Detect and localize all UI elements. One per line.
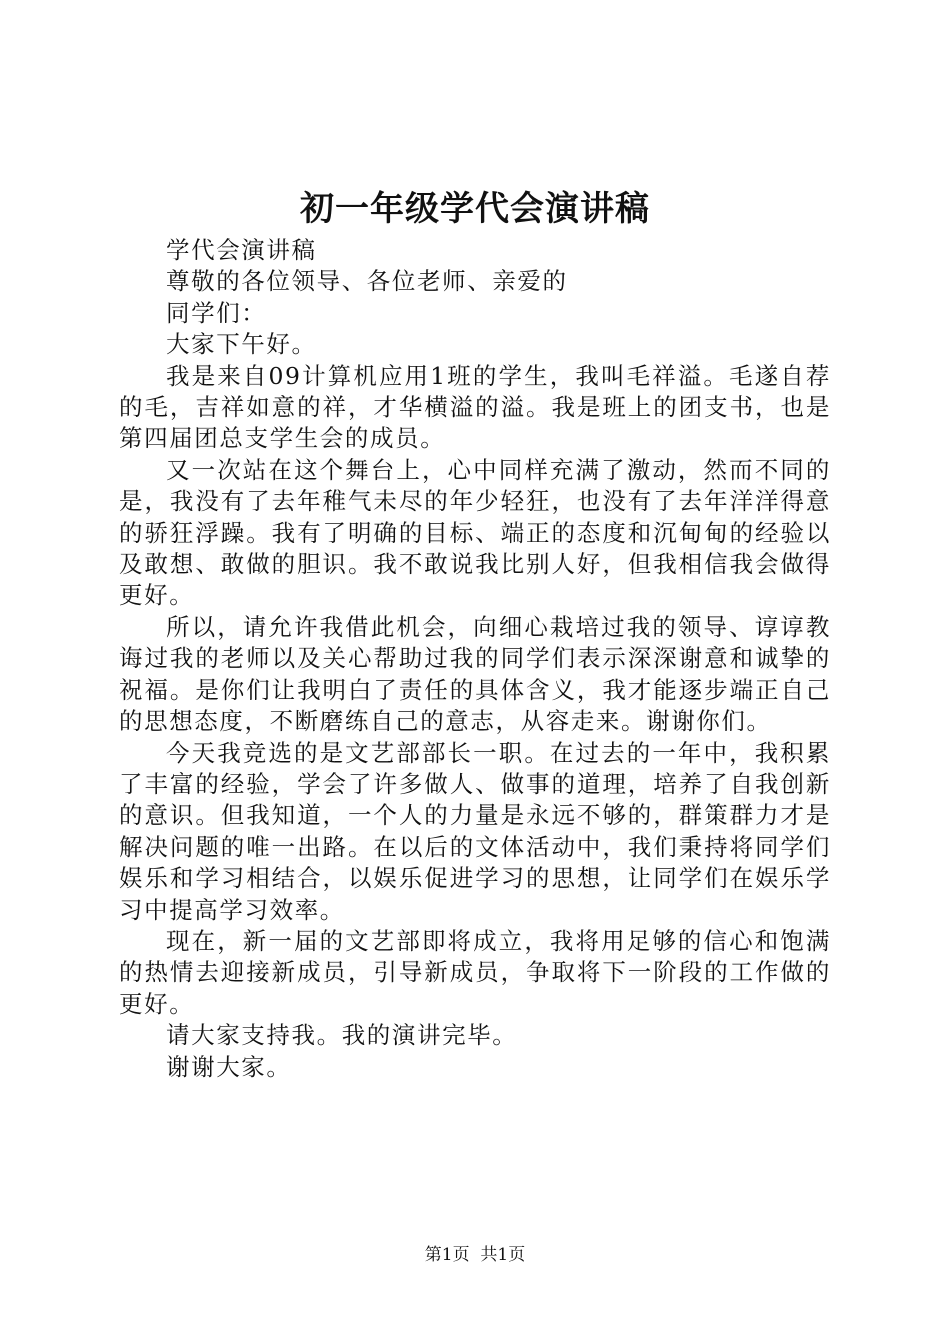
paragraph: 学代会演讲稿: [166, 236, 317, 264]
paragraph: 尊敬的各位领导、各位老师、亲爱的: [166, 267, 568, 296]
page-total: 共1页: [480, 1245, 526, 1265]
paragraph: 请大家支持我。我的演讲完毕。: [166, 1021, 518, 1050]
paragraph: 同学们：: [166, 298, 267, 327]
document-body: [119, 235, 831, 1083]
paragraph: 我是来自09计算机应用1班的学生，我叫毛祥溢。毛遂自荐的毛，吉祥如意的祥，才华横溢的溢。我是班上的团支书，也是第四届团总支学生会的成员。: [119, 361, 831, 453]
paragraph: 今天我竞选的是文艺部部长一职。在过去的一年中，我积累了丰富的经验，学会了许多做人、做事的道理，培养了自我创新的意识。但我知道，一个人的力量是永远不够的，群策群力才是解决问题的唯一出路。在以后的文体活动中，我们秉持将同学们娱乐和学习相结合，以娱乐促进学习的思想，让同学们在娱乐学习中提高学习效率。: [119, 738, 831, 924]
paragraph: 所以，请允许我借此机会，向细心栽培过我的领导、谆谆教诲过我的老师以及关心帮助过我的同学们表示深深谢意和诚挚的祝福。是你们让我明白了责任的具体含义，我才能逐步端正自己的思想态度，不断磨练自己的意志，从容走来。谢谢你们。: [119, 612, 831, 736]
paragraph: 又一次站在这个舞台上，心中同样充满了激动，然而不同的是，我没有了去年稚气未尽的年少轻狂，也没有了去年洋洋得意的骄狂浮躁。我有了明确的目标、端正的态度和沉甸甸的经验以及敢想、敢做的胆识。我不敢说我比别人好，但我相信我会做得更好。: [119, 455, 831, 610]
paragraph: 现在，新一届的文艺部即将成立，我将用足够的信心和饱满的热情去迎接新成员，引导新成员，争取将下一阶段的工作做的更好。: [119, 926, 831, 1018]
page-footer: [0, 1243, 950, 1267]
paragraph: 谢谢大家。: [166, 1052, 292, 1081]
page-number: 第1页: [424, 1245, 470, 1265]
paragraph: 大家下午好。: [166, 330, 317, 359]
document-title: 初一年级学代会演讲稿: [300, 189, 650, 229]
